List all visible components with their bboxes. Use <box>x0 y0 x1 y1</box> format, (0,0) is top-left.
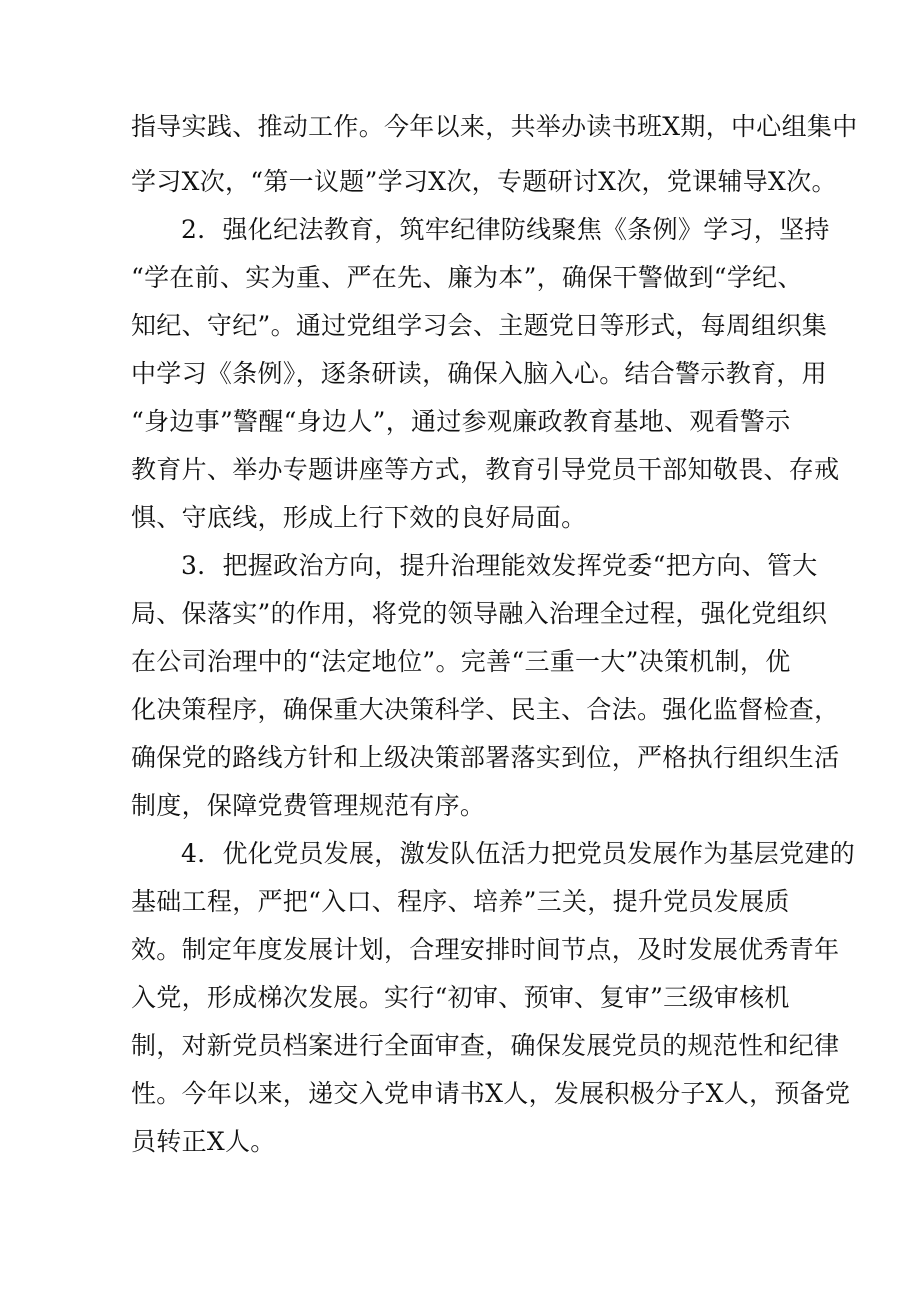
text-line: 员转正X人。 <box>131 1127 276 1156</box>
section-4-heading-line: 4．优化党员发展，激发队伍活力把党员发展作为基层党建的 <box>181 839 856 868</box>
text-line: “身边事”警醒“身边人”，通过参观廉政教育基地、观看警示 <box>131 407 791 436</box>
text-line: 入党，形成梯次发展。实行“初审、预审、复审”三级审核机 <box>131 983 790 1012</box>
text-line: 化决策程序，确保重大决策科学、民主、合法。强化监督检查， <box>131 695 840 724</box>
text-line: 知纪、守纪”。通过党组学习会、主题党日等形式，每周组织集 <box>131 311 828 340</box>
text-line: 中学习《条例》，逐条研读，确保入脑入心。结合警示教育，用 <box>131 359 827 388</box>
section-2-heading-line: 2．强化纪法教育，筑牢纪律防线聚焦《条例》学习，坚持 <box>181 215 830 244</box>
text-line: 在公司治理中的“法定地位”。完善“三重一大”决策机制，优 <box>131 647 791 676</box>
text-line: 制度，保障党费管理规范有序。 <box>131 791 486 820</box>
text-line: “学在前、实为重、严在先、廉为本”，确保干警做到“学纪、 <box>131 263 803 292</box>
text-line: 效。制定年度发展计划，合理安排时间节点，及时发展优秀青年 <box>131 935 840 964</box>
text-line: 指导实践、推动工作。今年以来，共举办读书班X期，中心组集中 <box>131 112 858 141</box>
text-line: 教育片、举办专题讲座等方式，教育引导党员干部知敬畏、存戒 <box>131 455 840 484</box>
text-line: 性。今年以来，递交入党申请书X人，发展积极分子X人，预备党 <box>131 1079 851 1108</box>
section-3-heading-line: 3．把握政治方向，提升治理能效发挥党委“把方向、管大 <box>181 551 818 580</box>
text-line: 确保党的路线方针和上级决策部署落实到位，严格执行组织生活 <box>131 743 840 772</box>
text-line: 惧、守底线，形成上行下效的良好局面。 <box>131 503 587 532</box>
text-line: 基础工程，严把“入口、程序、培养”三关，提升党员发展质 <box>131 887 790 916</box>
text-line: 制，对新党员档案进行全面审查，确保发展党员的规范性和纪律 <box>131 1031 840 1060</box>
text-line: 学习X次，“第一议题”学习X次，专题研讨X次，党课辅导X次。 <box>131 167 837 196</box>
text-line: 局、保落实”的作用，将党的领导融入治理全过程，强化党组织 <box>131 599 828 628</box>
